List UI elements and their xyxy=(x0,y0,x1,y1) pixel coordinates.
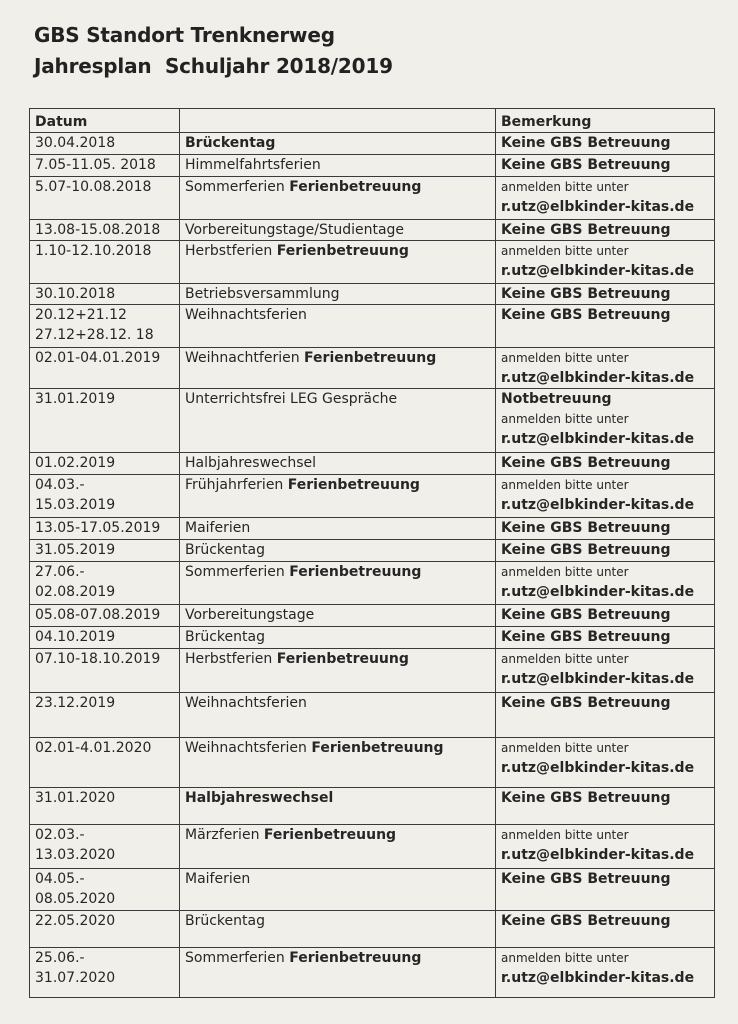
date-text: 31.05.2019 xyxy=(35,542,116,558)
remark-cell xyxy=(496,605,715,627)
remark-text: Keine GBS Betreuung xyxy=(501,222,671,238)
remark-cell xyxy=(496,177,715,220)
title-line-1: GBS Standort Trenknerweg xyxy=(34,23,335,47)
event-text: Vorbereitungstage/Studientage xyxy=(185,222,405,238)
date-cell xyxy=(30,305,180,348)
table-row xyxy=(30,348,715,389)
date-cell xyxy=(30,389,180,453)
registration-note: anmelden bitte unter xyxy=(501,828,629,842)
ferienbetreuung-label: Ferienbetreuung xyxy=(287,477,420,493)
contact-email: r.utz@elbkinder-kitas.de xyxy=(501,497,695,513)
registration-note: anmelden bitte unter xyxy=(501,741,629,755)
date-text: 25.06.- xyxy=(35,950,85,966)
event-text: Weihnachtsferien xyxy=(185,695,307,711)
remark-text: Keine GBS Betreuung xyxy=(501,157,671,173)
event-cell xyxy=(180,475,496,518)
event-text: Sommerferien xyxy=(185,564,285,580)
registration-note: anmelden bitte unter xyxy=(501,951,629,965)
date-text: 02.03.- xyxy=(35,827,85,843)
table-row xyxy=(30,518,715,540)
registration-note: anmelden bitte unter xyxy=(501,412,629,426)
date-cell xyxy=(30,738,180,788)
remark-cell xyxy=(496,475,715,518)
table-row xyxy=(30,453,715,475)
table-row xyxy=(30,825,715,869)
table-row xyxy=(30,389,715,453)
contact-email: r.utz@elbkinder-kitas.de xyxy=(501,970,695,986)
table-row xyxy=(30,284,715,305)
date-text: 5.07-10.08.2018 xyxy=(35,179,152,195)
date-text: 02.08.2019 xyxy=(35,584,116,600)
event-cell xyxy=(180,948,496,998)
table-row xyxy=(30,177,715,220)
ferienbetreuung-label: Ferienbetreuung xyxy=(263,827,397,843)
date-cell xyxy=(30,869,180,911)
date-text: 01.02.2019 xyxy=(35,455,116,471)
remark-cell xyxy=(496,453,715,475)
title-line-2: Jahresplan Schuljahr 2018/2019 xyxy=(34,54,393,78)
event-text: Weihnachtsferien xyxy=(185,307,307,323)
event-cell xyxy=(180,453,496,475)
ferienbetreuung-label: Ferienbetreuung xyxy=(311,740,444,756)
table-row xyxy=(30,738,715,788)
remark-text: Keine GBS Betreuung xyxy=(501,542,671,558)
date-cell xyxy=(30,220,180,241)
date-text: 02.01-4.01.2020 xyxy=(35,740,152,756)
registration-note: anmelden bitte unter xyxy=(501,244,629,258)
remark-text: Keine GBS Betreuung xyxy=(501,790,671,806)
remark-cell xyxy=(496,155,715,177)
event-cell xyxy=(180,649,496,693)
event-cell xyxy=(180,133,496,155)
date-text: 04.05.- xyxy=(35,871,85,887)
table-row xyxy=(30,948,715,998)
date-cell xyxy=(30,825,180,869)
date-cell xyxy=(30,788,180,825)
table-row xyxy=(30,475,715,518)
date-cell xyxy=(30,284,180,305)
date-text: 04.03.- xyxy=(35,477,85,493)
event-text: Himmelfahrtsferien xyxy=(185,157,321,173)
event-text: Brückentag xyxy=(185,913,265,929)
remark-cell xyxy=(496,738,715,788)
date-cell xyxy=(30,241,180,284)
event-text: Frühjahrferien xyxy=(185,477,284,493)
registration-note: anmelden bitte unter xyxy=(501,478,629,492)
table-row xyxy=(30,627,715,649)
ferienbetreuung-label: Ferienbetreuung xyxy=(289,564,422,580)
date-text: 31.01.2019 xyxy=(35,391,116,407)
date-cell xyxy=(30,605,180,627)
date-text: 02.01-04.01.2019 xyxy=(35,350,161,366)
event-text: Herbstferien xyxy=(185,243,273,259)
contact-email: r.utz@elbkinder-kitas.de xyxy=(501,671,695,687)
date-text: 05.08-07.08.2019 xyxy=(35,607,161,623)
date-text: 27.06.- xyxy=(35,564,85,580)
date-cell xyxy=(30,693,180,738)
event-cell xyxy=(180,825,496,869)
date-cell xyxy=(30,627,180,649)
remark-cell xyxy=(496,348,715,389)
remark-text: Keine GBS Betreuung xyxy=(501,913,671,929)
remark-text: Keine GBS Betreuung xyxy=(501,286,671,302)
contact-email: r.utz@elbkinder-kitas.de xyxy=(501,199,695,215)
remark-cell xyxy=(496,948,715,998)
event-cell xyxy=(180,155,496,177)
notbetreuung-label: Notbetreuung xyxy=(501,391,612,407)
contact-email: r.utz@elbkinder-kitas.de xyxy=(501,263,695,279)
schedule-table xyxy=(29,108,715,998)
date-text: 13.08-15.08.2018 xyxy=(35,222,161,238)
date-cell xyxy=(30,540,180,562)
date-text: 31.07.2020 xyxy=(35,970,116,986)
contact-email: r.utz@elbkinder-kitas.de xyxy=(501,760,695,776)
event-text: Sommerferien xyxy=(185,179,285,195)
remark-cell xyxy=(496,825,715,869)
contact-email: r.utz@elbkinder-kitas.de xyxy=(501,584,695,600)
remark-cell xyxy=(496,518,715,540)
ferienbetreuung-label: Ferienbetreuung xyxy=(304,350,437,366)
document-title xyxy=(34,20,393,82)
ferienbetreuung-label: Ferienbetreuung xyxy=(289,950,422,966)
date-cell xyxy=(30,911,180,948)
date-text: 22.05.2020 xyxy=(35,913,116,929)
event-cell xyxy=(180,284,496,305)
event-cell xyxy=(180,788,496,825)
remark-text: Keine GBS Betreuung xyxy=(501,629,671,645)
remark-cell xyxy=(496,284,715,305)
contact-email: r.utz@elbkinder-kitas.de xyxy=(501,370,695,386)
date-text: 04.10.2019 xyxy=(35,629,116,645)
registration-note: anmelden bitte unter xyxy=(501,180,629,194)
table-row xyxy=(30,220,715,241)
event-cell xyxy=(180,389,496,453)
event-cell xyxy=(180,348,496,389)
date-cell xyxy=(30,177,180,220)
table-row xyxy=(30,540,715,562)
contact-email: r.utz@elbkinder-kitas.de xyxy=(501,847,695,863)
date-text: 1.10-12.10.2018 xyxy=(35,243,152,259)
date-text: 15.03.2019 xyxy=(35,497,116,513)
remark-text: Keine GBS Betreuung xyxy=(501,135,671,151)
event-text: Maiferien xyxy=(185,871,251,887)
contact-email: r.utz@elbkinder-kitas.de xyxy=(501,431,695,447)
date-text: 20.12+21.12 xyxy=(35,307,127,323)
event-cell xyxy=(180,605,496,627)
remark-cell xyxy=(496,220,715,241)
event-text: Brückentag xyxy=(185,542,265,558)
event-text: Herbstferien xyxy=(185,651,273,667)
date-cell xyxy=(30,348,180,389)
event-cell xyxy=(180,220,496,241)
remark-cell xyxy=(496,562,715,605)
event-text: Vorbereitungstage xyxy=(185,607,315,623)
date-text: 23.12.2019 xyxy=(35,695,116,711)
remark-cell xyxy=(496,693,715,738)
date-text: 08.05.2020 xyxy=(35,891,116,907)
table-row xyxy=(30,155,715,177)
event-cell xyxy=(180,177,496,220)
event-cell xyxy=(180,540,496,562)
date-text: 30.04.2018 xyxy=(35,135,116,151)
ferienbetreuung-label: Ferienbetreuung xyxy=(276,651,409,667)
date-text: 13.05-17.05.2019 xyxy=(35,520,161,536)
registration-note: anmelden bitte unter xyxy=(501,351,629,365)
ferienbetreuung-label: Ferienbetreuung xyxy=(276,243,409,259)
event-text: Sommerferien xyxy=(185,950,285,966)
remark-text: Keine GBS Betreuung xyxy=(501,520,671,536)
remark-text: Keine GBS Betreuung xyxy=(501,455,671,471)
remark-cell xyxy=(496,627,715,649)
event-cell xyxy=(180,518,496,540)
remark-cell xyxy=(496,911,715,948)
table-row xyxy=(30,788,715,825)
event-text: Brückentag xyxy=(185,629,265,645)
date-cell xyxy=(30,649,180,693)
table-row xyxy=(30,911,715,948)
table-row xyxy=(30,133,715,155)
event-cell xyxy=(180,693,496,738)
date-cell xyxy=(30,518,180,540)
registration-note: anmelden bitte unter xyxy=(501,565,629,579)
event-text: Halbjahreswechsel xyxy=(185,790,334,806)
date-text: 13.03.2020 xyxy=(35,847,116,863)
event-text: Maiferien xyxy=(185,520,251,536)
ferienbetreuung-label: Ferienbetreuung xyxy=(289,179,422,195)
column-header-event xyxy=(180,109,496,133)
event-cell xyxy=(180,911,496,948)
event-text: Weihnachtferien xyxy=(185,350,300,366)
event-text: Betriebsversammlung xyxy=(185,286,340,302)
table-row xyxy=(30,649,715,693)
event-cell xyxy=(180,627,496,649)
remark-cell xyxy=(496,869,715,911)
event-cell xyxy=(180,241,496,284)
remark-cell xyxy=(496,305,715,348)
event-cell xyxy=(180,738,496,788)
event-cell xyxy=(180,869,496,911)
table-row xyxy=(30,605,715,627)
column-header-datum: Datum xyxy=(30,109,180,133)
date-text: 07.10-18.10.2019 xyxy=(35,651,161,667)
table-row xyxy=(30,241,715,284)
table-header-row xyxy=(30,109,715,133)
date-text: 7.05-11.05. 2018 xyxy=(35,157,156,173)
remark-cell xyxy=(496,649,715,693)
column-header-bemerkung: Bemerkung xyxy=(496,109,715,133)
table-row xyxy=(30,869,715,911)
event-text: Weihnachtsferien xyxy=(185,740,307,756)
date-text: 30.10.2018 xyxy=(35,286,116,302)
date-cell xyxy=(30,453,180,475)
date-cell xyxy=(30,155,180,177)
date-cell xyxy=(30,948,180,998)
table-row xyxy=(30,562,715,605)
event-text: Unterrichtsfrei LEG Gespräche xyxy=(185,391,398,407)
event-text: Brückentag xyxy=(185,135,276,151)
remark-text: Keine GBS Betreuung xyxy=(501,871,671,887)
remark-cell xyxy=(496,241,715,284)
date-text: 27.12+28.12. 18 xyxy=(35,327,154,343)
table-row xyxy=(30,305,715,348)
remark-text: Keine GBS Betreuung xyxy=(501,307,671,323)
remark-cell xyxy=(496,133,715,155)
date-cell xyxy=(30,562,180,605)
event-text: Märzferien xyxy=(185,827,260,843)
remark-cell xyxy=(496,540,715,562)
remark-cell xyxy=(496,389,715,453)
registration-note: anmelden bitte unter xyxy=(501,652,629,666)
remark-text: Keine GBS Betreuung xyxy=(501,695,671,711)
table-row xyxy=(30,693,715,738)
event-cell xyxy=(180,305,496,348)
date-cell xyxy=(30,133,180,155)
event-text: Halbjahreswechsel xyxy=(185,455,317,471)
date-cell xyxy=(30,475,180,518)
remark-text: Keine GBS Betreuung xyxy=(501,607,671,623)
date-text: 31.01.2020 xyxy=(35,790,116,806)
event-cell xyxy=(180,562,496,605)
remark-cell xyxy=(496,788,715,825)
